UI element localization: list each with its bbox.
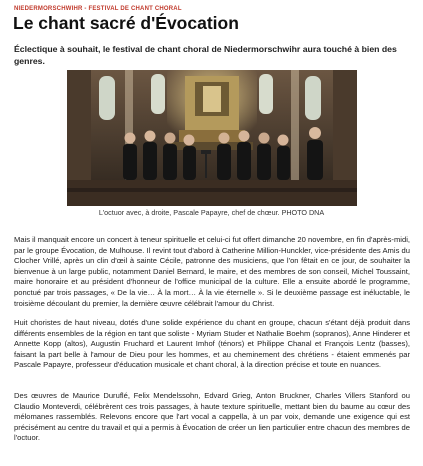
article-paragraph: Mais il manquait encore un concert à teneur spirituelle et celui-ci fut offert dimanche 20 novembre, en fin d'après-midi, par le groupe Évocation, de Mulhouse. Il revint tout d'abord à Catherine Million-Hunckler, vice-présidente des Amis du Clocher Vrillé, après un clin d'œil à sainte Cécile, patronne des musiciens, que l'on fêtait en ce jour, de souhaiter la bienvenue à un large public, notamment Daniel Bernard, le maire, et des membres de son conseil, Michel Toussaint, maire honoraire et au président d'honneur de l'office municipal de la culture. Elle a ensuite abordé le programme, ponctué par trois passages, « De la vie… À la mort… À la vie éternelle ». Si le deuxième passage est inéluctable, le troisième découlant du premier, la dernière œuvre célébrait l'amour du Christ. bbox=[14, 235, 410, 308]
article-title: Le chant sacré d'Évocation bbox=[13, 13, 239, 33]
article-photo bbox=[67, 70, 357, 206]
article-paragraph: Huit choristes de haut niveau, dotés d'une solide expérience du chant en groupe, chacun s'étant déjà produit dans différents ensembles de la région en tant que soliste - Myriam Studer et Nathalie Boehm (sopranos), Anne Hinderer et Annette Kopp (altos), Augustin Fruchard et Laurent Imhof (ténors) et Philippe Chanal et François Lentz (basses), faisant la part belle à l'amour de Dieu pour les hommes, et au cheminement des chrétiens - étaient emmenés par Pascale Papayre, professeur d'éducation musicale et chant choral, à la direction précise et toute en nuances. bbox=[14, 318, 410, 370]
article-kicker: NIEDERMORSCHWIHR - FESTIVAL DE CHANT CHORAL bbox=[14, 6, 182, 12]
photo-caption: L'octuor avec, à droite, Pascale Papayre, chef de chœur. PHOTO DNA bbox=[98, 208, 325, 217]
article-paragraph: Des œuvres de Maurice Duruflé, Felix Mendelssohn, Edvard Grieg, Anton Bruckner, Charles Villers Stanford ou Claudio Monteverdi, célébrèrent ces trois passages, à haute texture spirituelle, mettant bien du baume au cœur des mélomanes rassemblés. Relevons encore que l'art vocal a cappella, à un par voix, demande une exigence qui est précisément au centre du travail et qui a permis à Évocation de créer un lien particulier entre chacun des membres de l'octuor. bbox=[14, 391, 410, 443]
article-lede: Éclectique à souhait, le festival de chant choral de Niedermorschwihr aura touché à bien des genres. bbox=[14, 44, 397, 66]
